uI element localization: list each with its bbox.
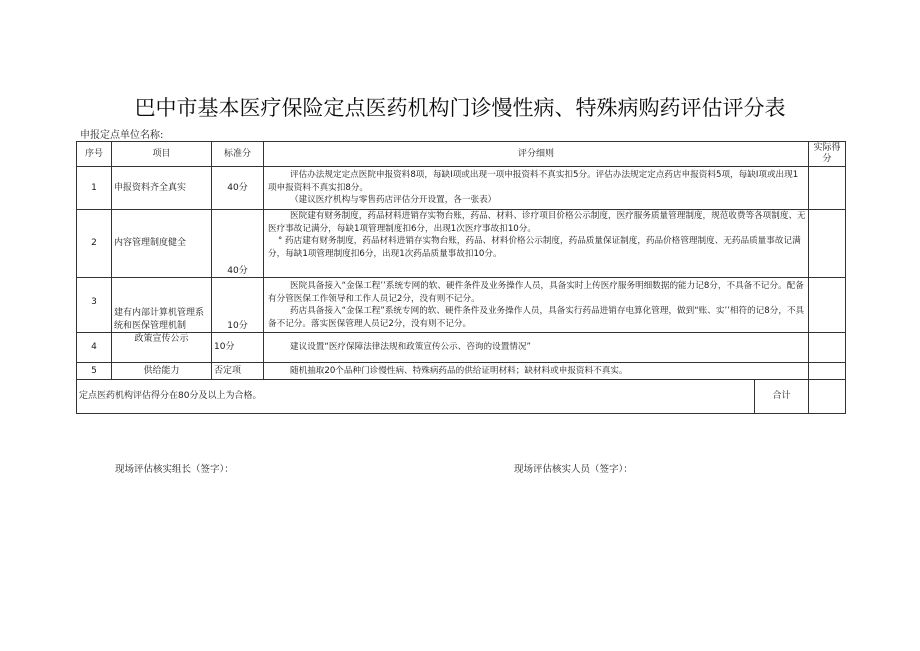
header-item: 项目 (112, 142, 212, 167)
row-actual-score-cell[interactable] (809, 210, 846, 278)
row-item: 供给能力 (112, 363, 212, 380)
rule-text: ° 药店建有财务制度，药品材料进销存实物台账，药品、材料价格公示制度，药品质量保证制度，药品价格管理制度、无药品质量事故记满分，每缺1项管理制度扣6分，出现1次药品质量事故扣10分。 (268, 236, 801, 259)
header-standard-score: 标准分 (212, 142, 264, 167)
rule-text: 药店具备接入“金保工程”系统专网的软、硬件条件及业务操作人员，具备实行药品进销存电算化管理，做到“账、实’’相符的记8分，不具备不记分。落实医保管理人员记2分，没有则不记分。 (268, 306, 805, 329)
row-item: 建有内部计算机管理系统和医保管理机制 (112, 278, 212, 333)
row-item: 申报资料齐全真实 (112, 167, 212, 210)
rule-text: 评估办法规定定点医院申报资料8项，每缺I项或出现一项申报资料不真实扣5分。评估办法规定定点药店申报资料5项，每缺I项或出现1项申报资料不真实扣8分。 (268, 170, 799, 193)
header-index: 序号 (77, 142, 112, 167)
table-header-row (77, 142, 846, 167)
row-scoring-rules (264, 278, 809, 333)
row-index: 4 (77, 333, 112, 363)
row-scoring-rules (264, 363, 809, 380)
total-score-cell[interactable] (809, 380, 846, 414)
row-actual-score-cell[interactable] (809, 363, 846, 380)
row-standard-score: 10分 (212, 278, 264, 333)
row-scoring-rules (264, 167, 809, 210)
row-index: 2 (77, 210, 112, 278)
row-item: 政策宣传公示 (112, 333, 212, 363)
rule-text: （建议医疗机构与零售药店评估分开设置，各一张表） (290, 195, 497, 206)
footer-note-cell (77, 380, 809, 414)
row-index: 1 (77, 167, 112, 210)
rule-text: 医院建有财务制度，药品材料进销存实物台账，药品、材料、诊疗项目价格公示制度，医疗服务质量管理制度，规范收费等各项制度、无医疗事故记满分，每缺1项管理制度扣6分，出现1次医疗事故扣10分。 (268, 211, 806, 234)
table-row (77, 333, 846, 363)
row-standard-score: 40分 (212, 167, 264, 210)
row-standard-score: 40分 (212, 210, 264, 278)
row-actual-score-cell[interactable] (809, 278, 846, 333)
row-scoring-rules (264, 210, 809, 278)
header-actual-score: 实际得分 (809, 142, 846, 167)
row-scoring-rules (264, 333, 809, 363)
team-leader-signature-label: 现场评估核实组长（签字）： (115, 464, 234, 475)
row-standard-score: 否定项 (212, 363, 264, 380)
table-row (77, 363, 846, 380)
row-item: 内容管理制度健全 (112, 210, 212, 278)
applicant-unit-label: 申报定点单位名称: (80, 130, 164, 141)
rule-text: 随机抽取20个品种门诊慢性病、特殊病药品的供给证明材料；缺材料或申报资料不真实。 (290, 365, 628, 376)
row-index: 5 (77, 363, 112, 380)
row-actual-score-cell[interactable] (809, 167, 846, 210)
evaluation-score-table (76, 141, 846, 414)
row-actual-score-cell[interactable] (809, 333, 846, 363)
header-scoring-rules: 评分细则 (264, 142, 809, 167)
table-row (77, 167, 846, 210)
rule-text: 医院具备接入“金保工程’’系统专网的软、硬件条件及业务操作人员，具备实时上传医疗服务明细数据的能力记8分，不具备不记分。配备有分管医保工作领导和工作人员记2分，没有则不记分。 (268, 281, 804, 304)
document-title: 巴中市基本医疗保险定点医药机构门诊慢性病、特殊病购药评估评分表 (134, 96, 786, 120)
table-footer-row (77, 380, 846, 414)
row-standard-score: 10分 (212, 333, 264, 363)
row-index: 3 (77, 278, 112, 333)
total-label: 合计 (754, 380, 808, 413)
table-row (77, 210, 846, 278)
table-row (77, 278, 846, 333)
verifier-signature-label: 现场评估核实人员（签字）： (514, 464, 633, 475)
rule-text: 建议设置“医疗保障法律法规和政策宣传公示、咨询的设置情况” (290, 342, 531, 353)
pass-criteria-note: 定点医药机构评估得分在80分及以上为合格。 (79, 391, 262, 402)
